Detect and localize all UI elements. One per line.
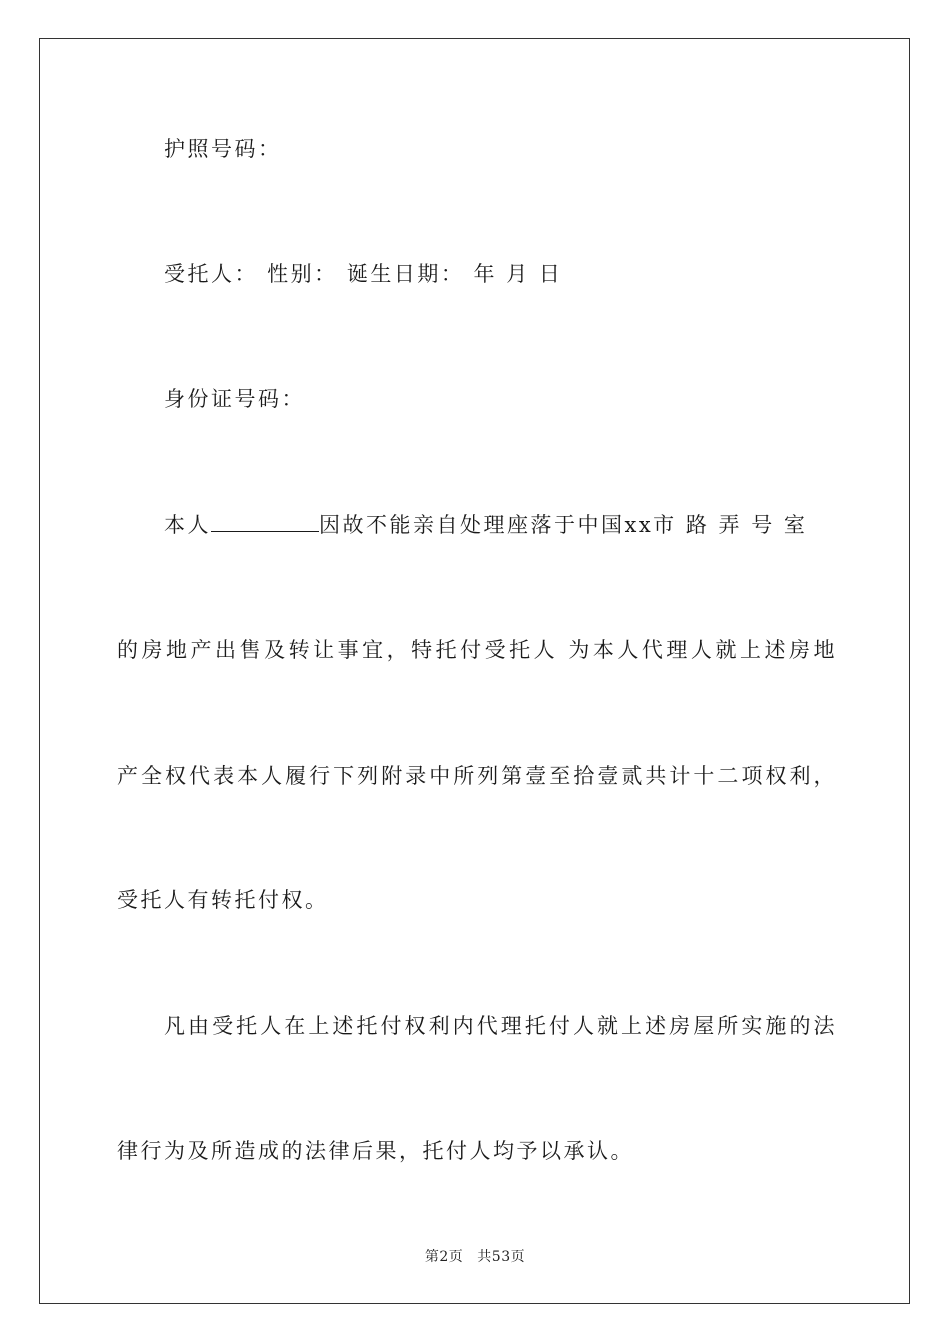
paragraph-1-line-4: 受托人有转托付权。 [117,888,329,912]
page-border [39,38,910,1304]
principal-name-blank [211,513,319,532]
paragraph-2-line-1: 凡由受托人在上述托付权利内代理托付人就上述房屋所实施的法 [164,1014,837,1038]
paragraph-1-line-3: 产全权代表本人履行下列附录中所列第壹至拾壹贰共计十二项权利， [117,764,837,788]
page-footer [0,1248,950,1266]
passport-label: 护照号码： [164,137,282,161]
paragraph-2-line-2: 律行为及所造成的法律后果，托付人均予以承认。 [117,1139,634,1163]
page-number: 第2页 [424,1249,464,1265]
total-pages: 共53页 [477,1249,526,1265]
trustee-line: 受托人： 性别： 诞生日期： 年 月 日 [164,262,563,286]
principal-suffix: 因故不能亲自处理座落于中国xx市 路 弄 号 室 [319,513,808,537]
id-number-label: 身份证号码： [164,387,305,411]
paragraph-1-line-2: 的房地产出售及转让事宜，特托付受托人 为本人代理人就上述房地 [117,638,837,662]
principal-prefix: 本人 [164,513,211,537]
paragraph-1-line-1 [164,512,837,538]
